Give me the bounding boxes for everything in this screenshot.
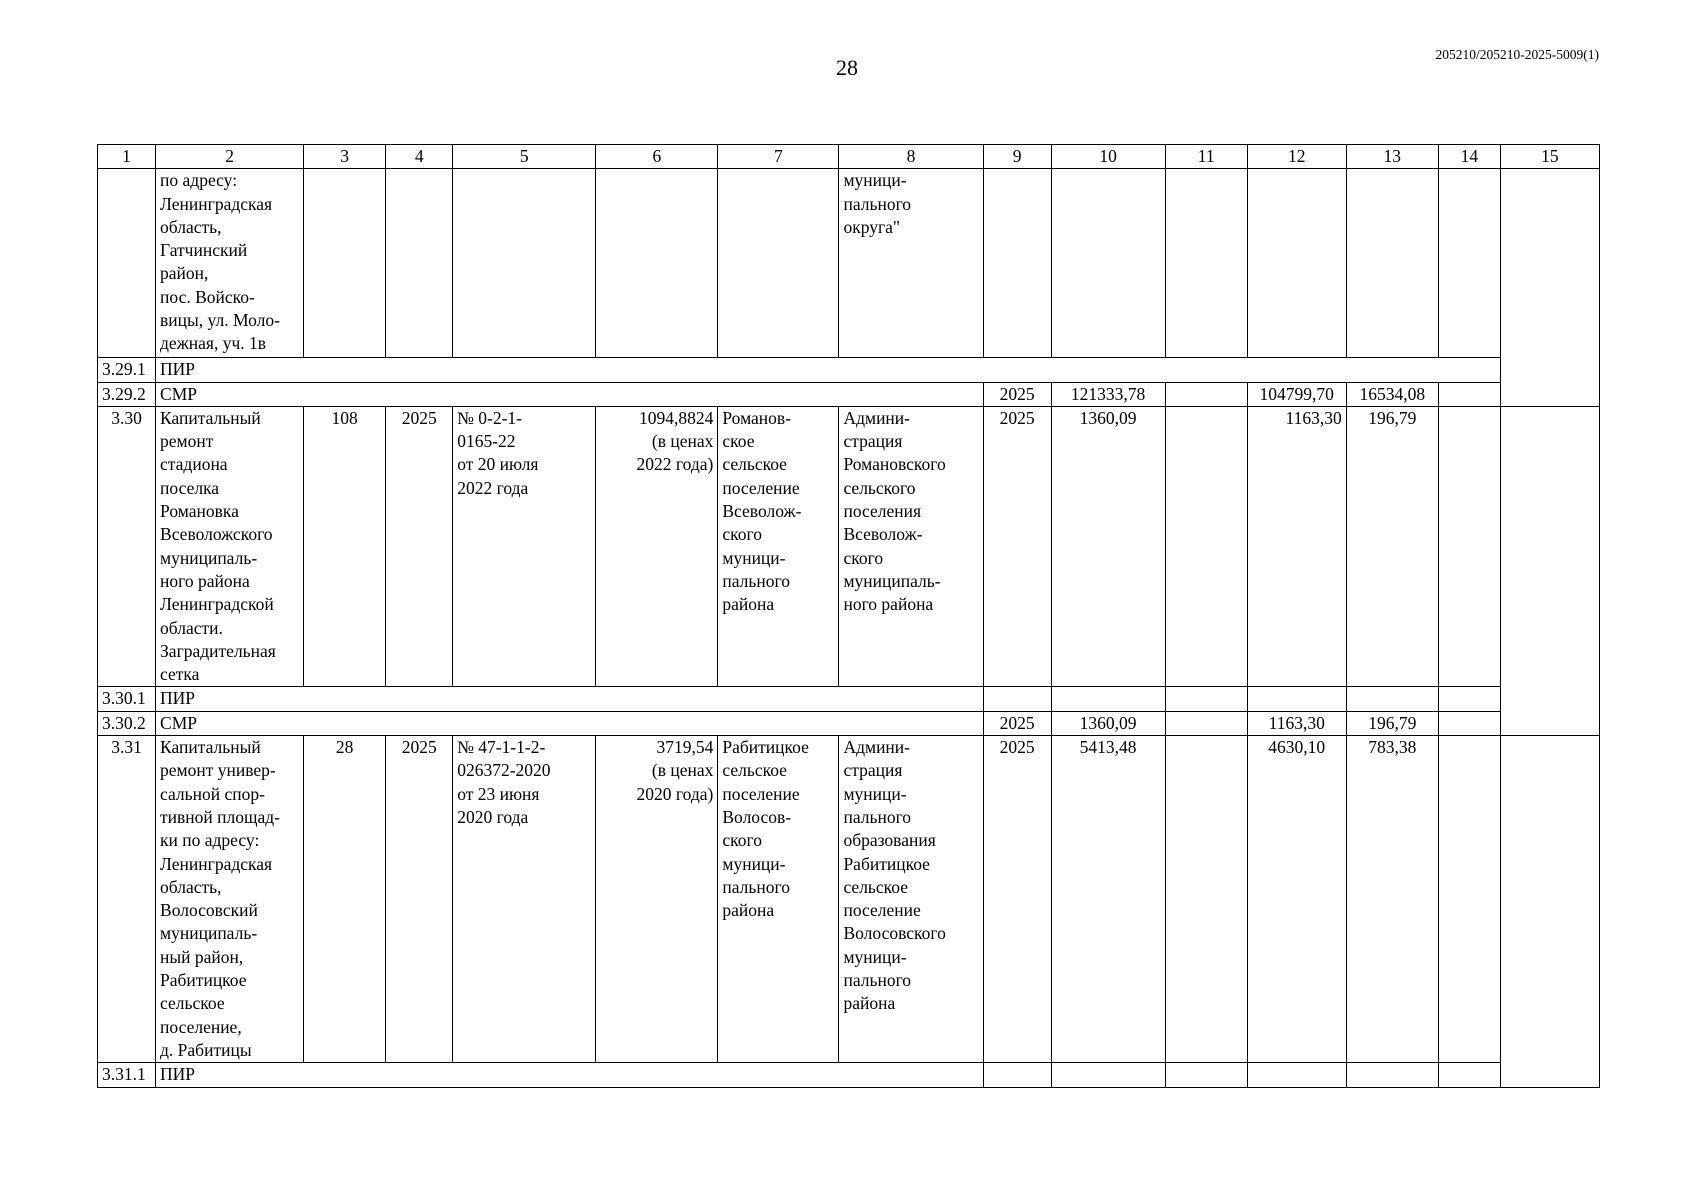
table-row [98,169,1600,358]
header-cell: 13 [1346,145,1438,169]
table-row [98,687,1600,711]
year-cell: 2025 [386,406,453,687]
total-cell: 121333,78 [1051,382,1165,406]
regional-cell: 104799,70 [1247,382,1346,406]
table-row [98,1063,1600,1087]
settlement-cell: Рабитицкое сельское поселение Волосов- ского муници- пального района [718,736,839,1063]
stage-label: СМР [156,382,984,406]
row-number: 3.29.2 [98,382,156,406]
capacity-cell: 28 [304,736,386,1063]
table-row [98,406,1600,687]
expertise-cell: № 0-2-1- 0165-22 от 20 июля 2022 года [453,406,596,687]
customer-cell: Админи- страция муници- пального образования Рабитицкое сельское поселение Волосовского муници- пального района [839,736,983,1063]
local-cell: 196,79 [1346,711,1438,735]
object-name-cell: Капитальный ремонт стадиона поселка Романовка Всеволожского муниципаль- ного района Ленинградской области. Заградительная сетка [156,406,304,687]
total-cell: 1360,09 [1051,711,1165,735]
header-cell: 3 [304,145,386,169]
year-cell: 2025 [983,736,1051,1063]
page-number: 28 [836,55,858,80]
local-cell: 196,79 [1346,406,1438,687]
row-number: 3.30.1 [98,687,156,711]
stage-label: ПИР [156,358,1501,382]
header-cell: 5 [453,145,596,169]
year-cell: 2025 [386,736,453,1063]
row-number: 3.31.1 [98,1063,156,1087]
year-cell: 2025 [983,406,1051,687]
header-row [98,145,1600,169]
row-number: 3.31 [98,736,156,1063]
regional-cell: 1163,30 [1247,711,1346,735]
estimate-cost-cell: 1094,8824 (в ценах 2022 года) [596,406,718,687]
local-cell: 16534,08 [1346,382,1438,406]
stage-label: ПИР [156,687,984,711]
header-cell: 1 [98,145,156,169]
header-cell: 14 [1438,145,1500,169]
year-cell: 2025 [983,382,1051,406]
regional-cell: 4630,10 [1247,736,1346,1063]
header-cell: 4 [386,145,453,169]
total-cell: 1360,09 [1051,406,1165,687]
local-cell: 783,38 [1346,736,1438,1063]
regional-cell: 1163,30 [1247,406,1346,687]
total-cell: 5413,48 [1051,736,1165,1063]
header-cell: 7 [718,145,839,169]
table-row [98,382,1600,406]
table-row [98,711,1600,735]
header-cell: 10 [1051,145,1165,169]
register-table [97,144,1600,1088]
estimate-cost-cell: 3719,54 (в ценах 2020 года) [596,736,718,1063]
object-name-cell: Капитальный ремонт универ- сальной спор- тивной площад- ки по адресу: Ленинградская область, Волосовский муниципаль- ный район, Рабитицкое сельское поселение, д. Рабитицы [156,736,304,1063]
customer-cell: муници- пального округа" [839,169,983,358]
header-cell: 2 [156,145,304,169]
row-number: 3.30 [98,406,156,687]
header-cell: 15 [1500,145,1599,169]
capacity-cell: 108 [304,406,386,687]
table-row [98,736,1600,1063]
customer-cell: Админи- страция Романовского сельского поселения Всеволож- ского муниципаль- ного района [839,406,983,687]
header-cell: 9 [983,145,1051,169]
object-name-cell: по адресу: Ленинградская область, Гатчинский район, пос. Войско- вицы, ул. Моло- дежная, уч. 1в [156,169,304,358]
expertise-cell: № 47-1-1-2- 026372-2020 от 23 июня 2020 года [453,736,596,1063]
row-number: 3.30.2 [98,711,156,735]
settlement-cell: Романов- ское сельское поселение Всеволож- ского муници- пального района [718,406,839,687]
stage-label: ПИР [156,1063,984,1087]
header-cell: 6 [596,145,718,169]
year-cell: 2025 [983,711,1051,735]
header-cell: 11 [1165,145,1247,169]
document-code: 205210/205210-2025-5009(1) [1435,47,1599,62]
table-row [98,358,1600,382]
stage-label: СМР [156,711,984,735]
header-cell: 12 [1247,145,1346,169]
row-number: 3.29.1 [98,358,156,382]
header-cell: 8 [839,145,983,169]
